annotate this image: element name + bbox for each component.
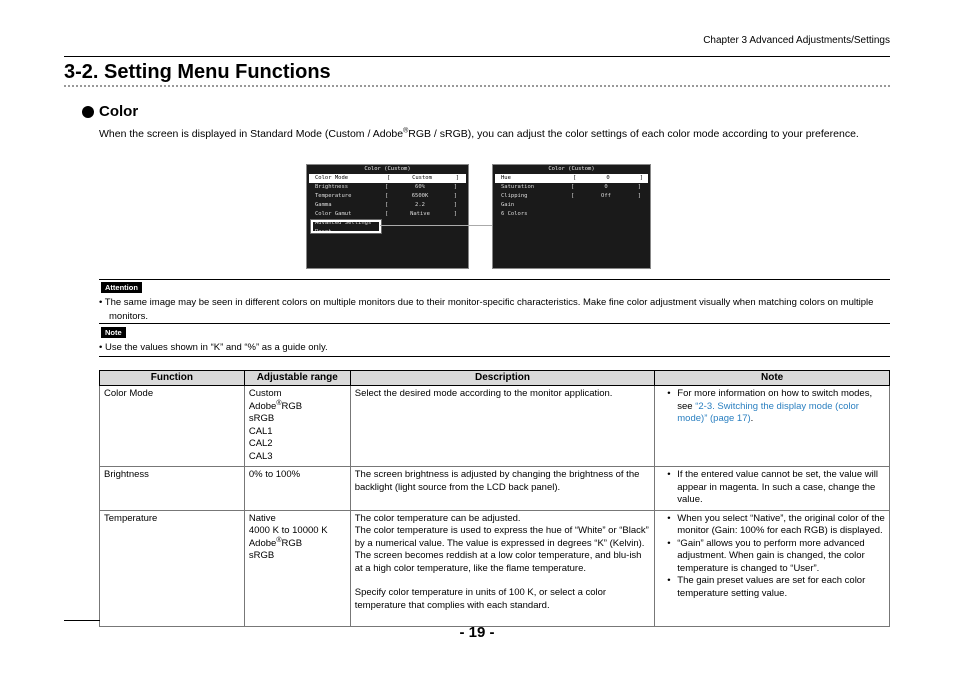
- osd-connector-line: [380, 225, 492, 226]
- osd-row: Color Gamut [ Native ]: [315, 211, 457, 217]
- osd-color-menu: [306, 164, 469, 269]
- osd-row: Brightness [ 60% ]: [315, 184, 457, 190]
- cell-note: • If the entered value cannot be set, the value will appear in magenta. In such a case, change the value.: [655, 467, 890, 511]
- footer-rule: [64, 620, 100, 621]
- osd-header: Color (Custom): [548, 166, 595, 172]
- function-table: [99, 370, 890, 627]
- osd-row: Gain: [501, 202, 515, 208]
- section-bullet-icon: [82, 106, 94, 118]
- note-label: Note: [101, 327, 126, 338]
- osd-highlight-frame: [311, 220, 381, 233]
- registered-mark: ®: [403, 127, 409, 135]
- osd-row: Saturation [ 0 ]: [501, 184, 641, 190]
- cell-function: Color Mode: [100, 386, 245, 467]
- attention-text: • The same image may be seen in different colors on multiple monitors due to their monitor-specific characteristics. Make fine color adjustment visually when matching colors on multiple monitors.: [99, 297, 874, 322]
- table-header-row: [100, 371, 890, 386]
- page-title: 3-2. Setting Menu Functions: [64, 61, 331, 83]
- cell-function: Temperature: [100, 510, 245, 626]
- cell-note: • For more information on how to switch modes, see “2-3. Switching the display mode (color mode)” (page 17).: [655, 386, 890, 467]
- osd-row: Hue [ 0 ]: [495, 174, 648, 183]
- col-header-note: Note: [655, 371, 890, 386]
- col-header-function: Function: [100, 371, 245, 386]
- cell-note: • When you select “Native”, the original color of the monitor (Gain: 100% for each RGB) is displayed. • “Gain” allows you to perform more advanced adjustment. When gain is changed, the color temperature is changed to “User”. • The gain preset values are set for each color temperature setting value.: [655, 510, 890, 626]
- osd-row: 6 Colors: [501, 211, 528, 217]
- osd-row: Temperature [ 6500K ]: [315, 193, 457, 199]
- col-header-description: Description: [350, 371, 655, 386]
- osd-row-advanced: Advanced Settings: [315, 220, 372, 226]
- note-bottom-rule: [99, 356, 890, 357]
- cell-description: The color temperature can be adjusted. The color temperature is used to express the hue of “White” or “Black” by a numerical value. The value is expressed in degrees “K” (Kelvin). The screen becomes reddish at a low color temperature, and blu-ish at a high color temperature, like the flame temperature. Specify color temperature in units of 100 K, or select a color temperature that complies with each standard.: [350, 510, 655, 626]
- osd-row: Clipping [ Off ]: [501, 193, 641, 199]
- chapter-header: Chapter 3 Advanced Adjustments/Settings: [703, 35, 890, 46]
- note-top-rule: [99, 323, 890, 324]
- osd-row: Color Mode [ Custom ]: [309, 174, 466, 183]
- intro-text-2: RGB / sRGB), you can adjust the color settings of each color mode according to your preference.: [408, 128, 859, 140]
- title-dotted-rule: [64, 85, 890, 87]
- osd-header: Color (Custom): [364, 166, 411, 172]
- cell-description: The screen brightness is adjusted by changing the brightness of the backlight (light source from the LCD back panel).: [350, 467, 655, 511]
- cell-range: Custom Adobe®RGB sRGB CAL1 CAL2 CAL3: [244, 386, 350, 467]
- header-rule: [64, 56, 890, 57]
- col-header-range: Adjustable range: [244, 371, 350, 386]
- section-title: Color: [99, 103, 139, 120]
- osd-advanced-menu: [492, 164, 651, 269]
- attention-label: Attention: [101, 282, 142, 293]
- cross-reference-link[interactable]: “2-3. Switching the display mode (color mode)” (page 17): [677, 400, 859, 424]
- note-text: • Use the values shown in “K” and “%” as a guide only.: [99, 342, 328, 353]
- osd-row: Reset: [315, 229, 332, 235]
- table-row: [100, 386, 890, 467]
- cell-range: Native 4000 K to 10000 K Adobe®RGB sRGB: [244, 510, 350, 626]
- intro-text-1: When the screen is displayed in Standard Mode (Custom / Adobe: [99, 128, 404, 140]
- intro-paragraph: [99, 126, 879, 143]
- attention-top-rule: [99, 279, 890, 280]
- cell-function: Brightness: [100, 467, 245, 511]
- cell-description: Select the desired mode according to the monitor application.: [350, 386, 655, 467]
- osd-row: Gamma [ 2.2 ]: [315, 202, 457, 208]
- cell-range: 0% to 100%: [244, 467, 350, 511]
- table-row: [100, 510, 890, 626]
- page-number: - 19 -: [459, 624, 495, 641]
- table-row: [100, 467, 890, 511]
